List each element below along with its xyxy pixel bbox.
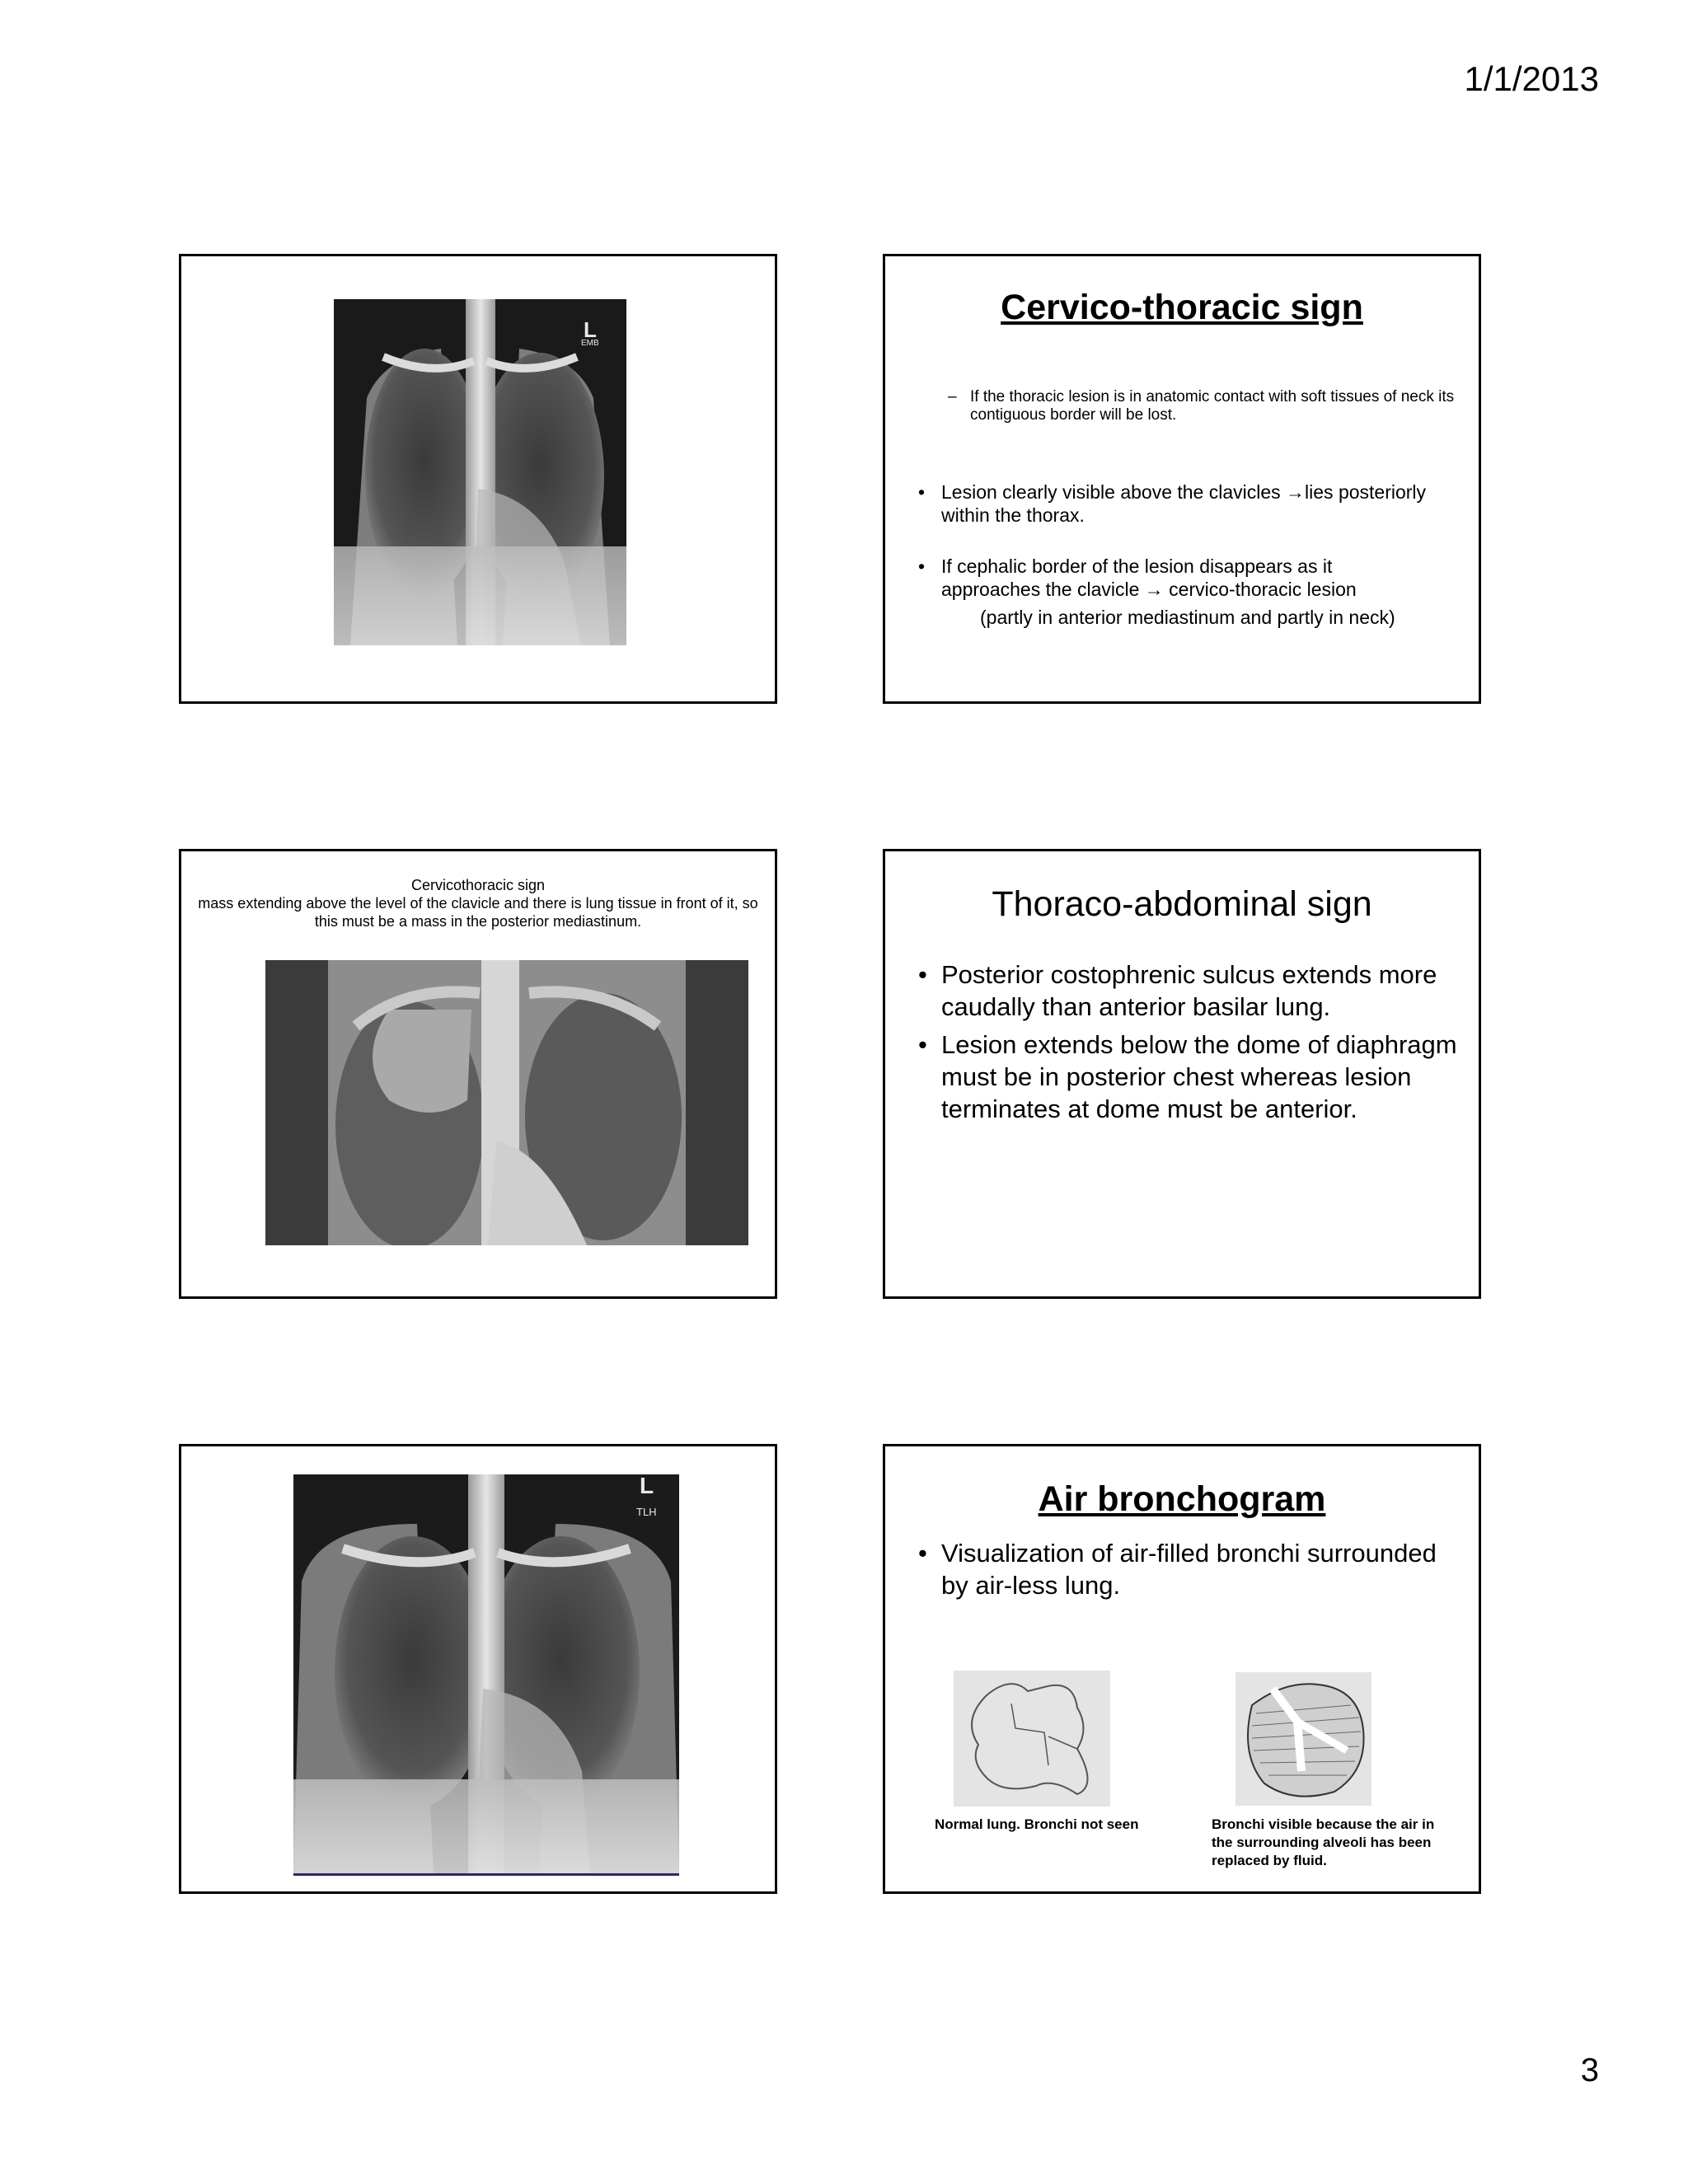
bullet-glyph: • xyxy=(918,555,926,577)
consolidated-lung-illustration xyxy=(1236,1672,1372,1806)
slide-title: Cervico-thoracic sign xyxy=(1001,288,1363,327)
chest-xray-image xyxy=(293,1474,679,1876)
slide-title: Air bronchogram xyxy=(1038,1479,1326,1519)
slide-5 xyxy=(179,1444,777,1894)
sub-bullet-text: If the thoracic lesion is in anatomic contact with soft tissues of neck its contiguous border will be lost. xyxy=(970,388,1455,424)
xray-side-marker: L xyxy=(640,1474,654,1498)
bullet-text: Lesion extends below the dome of diaphragm must be in posterior chest whereas lesion terminates at dome must be anterior. xyxy=(941,1030,1457,1123)
slide-4 xyxy=(883,849,1481,1299)
xray-side-marker: L xyxy=(584,317,597,342)
slide-2 xyxy=(883,254,1481,704)
bullet-text: If cephalic border of the lesion disappears as it approaches the clavicle → cervico-thoracic lesion xyxy=(941,555,1357,600)
slide-3 xyxy=(179,849,777,1299)
normal-lung-illustration xyxy=(954,1671,1110,1807)
xray-tech-marker: EMB xyxy=(581,339,599,348)
mediastinal-mass-xray-image xyxy=(265,960,748,1245)
caption-body: mass extending above the level of the clavicle and there is lung tissue in front of it, so this must be a mass in the posterior mediastinum. xyxy=(198,895,758,930)
xray-tech-marker: TLH xyxy=(636,1506,657,1518)
sub-bullet xyxy=(948,388,1456,424)
slide-1 xyxy=(179,254,777,704)
bullet-text: Posterior costophrenic sulcus extends more caudally than anterior basilar lung. xyxy=(941,960,1437,1021)
caption-bronchi-visible: Bronchi visible because the air in the surrounding alveoli has been replaced by fluid. xyxy=(1212,1816,1435,1868)
bullet-glyph: • xyxy=(918,1030,927,1059)
chest-xray-image xyxy=(334,299,626,645)
bullet-item xyxy=(918,1537,1452,1601)
bullet-glyph: • xyxy=(918,960,927,989)
bullet-glyph: • xyxy=(918,481,926,503)
dash-glyph: – xyxy=(948,388,957,405)
page-date: 1/1/2013 xyxy=(1464,59,1599,98)
bullet-item xyxy=(918,958,1469,1023)
page-number: 3 xyxy=(1580,2052,1599,2088)
slide-title: Thoraco-abdominal sign xyxy=(992,884,1372,924)
bullet-item xyxy=(918,555,1436,601)
bullet-glyph: • xyxy=(918,1539,927,1568)
bullet-item xyxy=(918,480,1436,527)
parenthetical-note: (partly in anterior mediastinum and partly in neck) xyxy=(980,607,1395,628)
bullet-text: Visualization of air-filled bronchi surrounded by air-less lung. xyxy=(941,1539,1437,1600)
bullet-text: Lesion clearly visible above the clavicles →lies posteriorly within the thorax. xyxy=(941,481,1427,526)
caption-heading: Cervicothoracic sign xyxy=(410,877,546,893)
caption-normal-lung: Normal lung. Bronchi not seen xyxy=(935,1816,1139,1832)
slide-6 xyxy=(883,1444,1481,1894)
bullet-item xyxy=(918,1029,1469,1125)
